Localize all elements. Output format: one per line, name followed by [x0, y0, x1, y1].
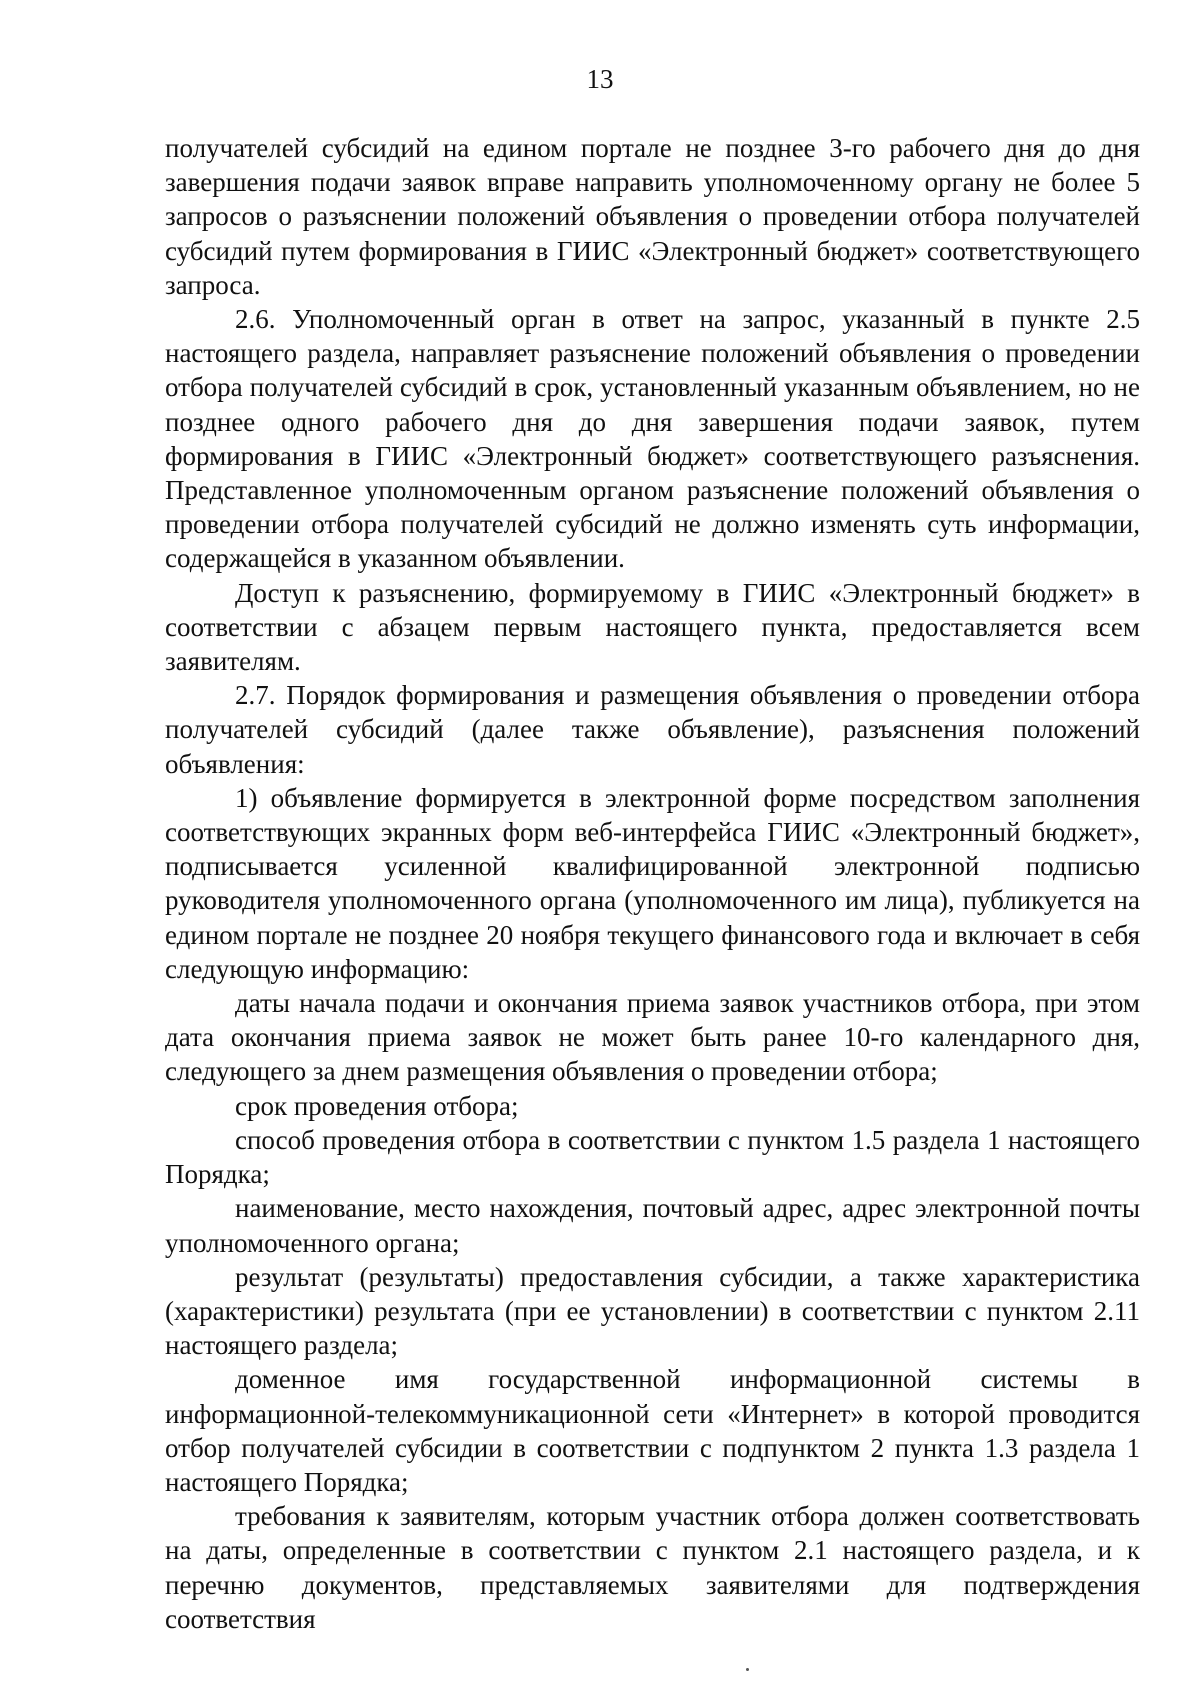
paragraph: 1) объявление формируется в электронной форме посредством заполнения соответствующих экранных форм веб-интерфейса ГИИС «Электронный бюджет», подписывается усиленной квалифицированной электронной подписью руководителя уполномоченного органа (уполномоченного им лица), публикуется на едином портале не позднее 20 ноября текущего финансового года и включает в себя следующую информацию:: [165, 782, 1140, 984]
paragraph: доменное имя государственной информационной системы в информационной-телекоммуникационной сети «Интернет» в которой проводится отбор получателей субсидии в соответствии с подпунктом 2 пункта 1.3 раздела 1 настоящего Порядка;: [165, 1364, 1140, 1497]
paragraph: наименование, место нахождения, почтовый адрес, адрес электронной почты уполномоченного органа;: [165, 1193, 1140, 1258]
paragraph: Доступ к разъяснению, формируемому в ГИИС «Электронный бюджет» в соответствии с абзацем первым настоящего пункта, предоставляется всем заявителям.: [165, 577, 1140, 677]
paragraph: получателей субсидий на едином портале не позднее 3-го рабочего дня до дня завершения подачи заявок вправе направить уполномоченному органу не более 5 запросов о разъяснении положений объявления о проведении отбора получателей субсидий путем формирования в ГИИС «Электронный бюджет» соответствующего запроса.: [165, 133, 1140, 300]
scan-speck: [746, 1668, 749, 1671]
paragraph: 2.7. Порядок формирования и размещения объявления о проведении отбора получателей субсидий (далее также объявление), разъяснения положений объявления:: [165, 680, 1140, 779]
paragraph: 2.6. Уполномоченный орган в ответ на запрос, указанный в пункте 2.5 настоящего раздела, направляет разъяснение положений объявления о проведении отбора получателей субсидий в срок, установленный указанным объявлением, но не позднее одного рабочего дня до дня завершения подачи заявок, путем формирования в ГИИС «Электронный бюджет» соответствующего разъяснения. Представленное уполномоченным органом разъяснение положений объявления о проведении отбора получателей субсидий не должно изменять суть информации, содержащейся в указанном объявлении.: [165, 304, 1140, 574]
paragraph: даты начала подачи и окончания приема заявок участников отбора, при этом дата окончания приема заявок не может быть ранее 10-го календарного дня, следующего за днем размещения объявления о проведении отбора;: [165, 988, 1140, 1087]
document-body: [165, 131, 1140, 1636]
paragraph: требования к заявителям, которым участник отбора должен соответствовать на даты, определенные в соответствии с пунктом 2.1 настоящего раздела, и к перечню документов, представляемых заявителями для подтверждения соответствия: [165, 1501, 1140, 1634]
page-number: 13: [586, 64, 614, 94]
paragraph: результат (результаты) предоставления субсидии, а также характеристика (характеристики) результата (при ее установлении) в соответствии с пунктом 2.11 настоящего раздела;: [165, 1261, 1140, 1361]
paragraph: срок проведения отбора;: [235, 1090, 519, 1121]
paragraph: способ проведения отбора в соответствии с пунктом 1.5 раздела 1 настоящего Порядка;: [165, 1124, 1140, 1190]
